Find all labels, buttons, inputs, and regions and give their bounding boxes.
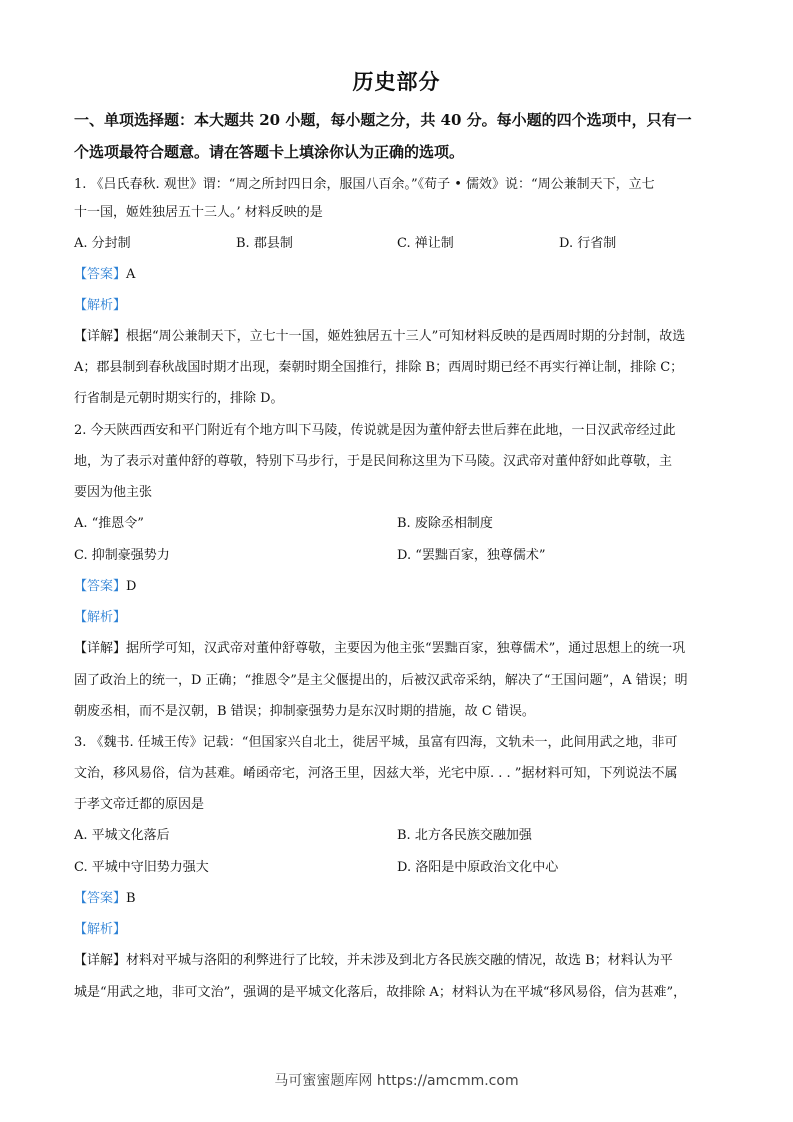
- q1-detail-line-3: 行省制是元朝时期实行的，排除 D。: [74, 391, 284, 406]
- section-heading-line-1: 一、单项选择题：本大题共 20 小题，每小题之分，共 40 分。每小题的四个选项中，只有一: [74, 111, 692, 129]
- footer-watermark: 马可蜜蜜题库网 https://amcmm.com: [274, 1073, 519, 1089]
- q1-stem-line-2: 十一国，姬姓独居五十三人。’ 材料反映的是: [74, 205, 323, 220]
- q1-analysis: [74, 296, 724, 316]
- analysis-tag: 【解析】: [74, 610, 127, 625]
- q3-detail-line-1: [74, 951, 724, 971]
- answer-value: D: [126, 579, 137, 594]
- q2-option-b: B. 废除丞相制度: [397, 516, 493, 531]
- q2-stem-line-1: 2. 今天陕西西安和平门附近有个地方叫下马陵，传说就是因为董仲舒去世后葬在此地，一日汉武帝经过此: [74, 423, 676, 438]
- q3-detail-line-2: 城是“用武之地，非可文治”，强调的是平城文化落后，故排除 A；材料认为在平城“移风易俗，信为甚难”，: [74, 985, 687, 1000]
- answer-tag: 【答案】: [74, 891, 127, 906]
- detail-text: 材料对平城与洛阳的利弊进行了比较，并未涉及到北方各民族交融的情况，故选 B；材料认为平: [126, 953, 673, 968]
- q2-answer: [74, 577, 724, 597]
- answer-value: A: [126, 267, 136, 282]
- q2-detail-line-3: 朝废丞相，而不是汉朝，B 错误；抑制豪强势力是东汉时期的措施，故 C 错误。: [74, 704, 535, 719]
- detail-tag: 【详解】: [74, 329, 127, 344]
- section-heading: [74, 104, 722, 168]
- detail-tag: 【详解】: [74, 641, 127, 656]
- q1-answer: [74, 265, 724, 285]
- q3-stem-line-2: 文治，移风易俗，信为甚难。崤函帝宅，河洛王里，因兹大举，光宅中原. . . ”据材料可知，下列说法不属: [74, 766, 678, 781]
- q3-answer: [74, 889, 724, 909]
- q2-analysis: [74, 608, 724, 628]
- analysis-tag: 【解析】: [74, 922, 127, 937]
- detail-text: 据所学可知，汉武帝对董仲舒尊敬，主要因为他主张“罢黜百家，独尊儒术”，通过思想上的统一巩: [126, 641, 686, 656]
- detail-text: 根据“周公兼制天下，立七十一国，姬姓独居五十三人”可知材料反映的是西周时期的分封制，故选: [126, 329, 686, 344]
- q2-option-c: C. 抑制豪强势力: [74, 548, 170, 563]
- q1-option-c: C. 禅让制: [397, 236, 454, 251]
- q1-detail-line-2: A；郡县制到春秋战国时期才出现，秦朝时期全国推行，排除 B；西周时期已经不再实行禅让制，排除 C；: [74, 360, 684, 375]
- answer-tag: 【答案】: [74, 267, 127, 282]
- q1-detail-line-1: [74, 327, 724, 347]
- q3-stem-line-3: 于孝文帝迁都的原因是: [74, 797, 205, 812]
- q1-option-d: D. 行省制: [559, 236, 617, 251]
- q2-stem-line-3: 要因为他主张: [74, 485, 153, 500]
- q3-option-c: C. 平城中守旧势力强大: [74, 860, 209, 875]
- q3-option-b: B. 北方各民族交融加强: [397, 828, 532, 843]
- q2-detail-line-1: [74, 639, 724, 659]
- answer-value: B: [126, 891, 136, 906]
- q1-option-a: A. 分封制: [74, 236, 131, 251]
- q3-stem-line-1: 3. 《魏书. 任城王传》记载：“但国家兴自北土，徙居平城，虽富有四海，文轨未一，此间用武之地，非可: [74, 735, 678, 750]
- q3-option-d: D. 洛阳是中原政治文化中心: [397, 860, 559, 875]
- page-title: 历史部分: [352, 69, 441, 94]
- answer-tag: 【答案】: [74, 579, 127, 594]
- detail-tag: 【详解】: [74, 953, 127, 968]
- analysis-tag: 【解析】: [74, 298, 127, 313]
- q3-option-a: A. 平城文化落后: [74, 828, 170, 843]
- q2-stem-line-2: 地，为了表示对董仲舒的尊敬，特别下马步行，于是民间称这里为下马陵。汉武帝对董仲舒如此尊敬，主: [74, 454, 673, 469]
- q2-option-d: D. “罢黜百家，独尊儒术”: [397, 548, 546, 563]
- q2-option-a: A. “推恩令”: [74, 516, 144, 531]
- q1-stem-line-1: 1. 《吕氏春秋. 观世》谓：“周之所封四日余，服国八百余。”《荀子 • 儒效》说：“周公兼制天下，立七: [74, 177, 655, 192]
- q3-analysis: [74, 920, 724, 940]
- q2-detail-line-2: 固了政治上的统一，D 正确；“推恩令”是主父偃提出的，后被汉武帝采纳，解决了“王国问题”，A 错误；明: [74, 673, 688, 688]
- section-heading-line-2: 个选项最符合题意。请在答题卡上填涂你认为正确的选项。: [74, 143, 465, 161]
- q1-option-b: B. 郡县制: [236, 236, 293, 251]
